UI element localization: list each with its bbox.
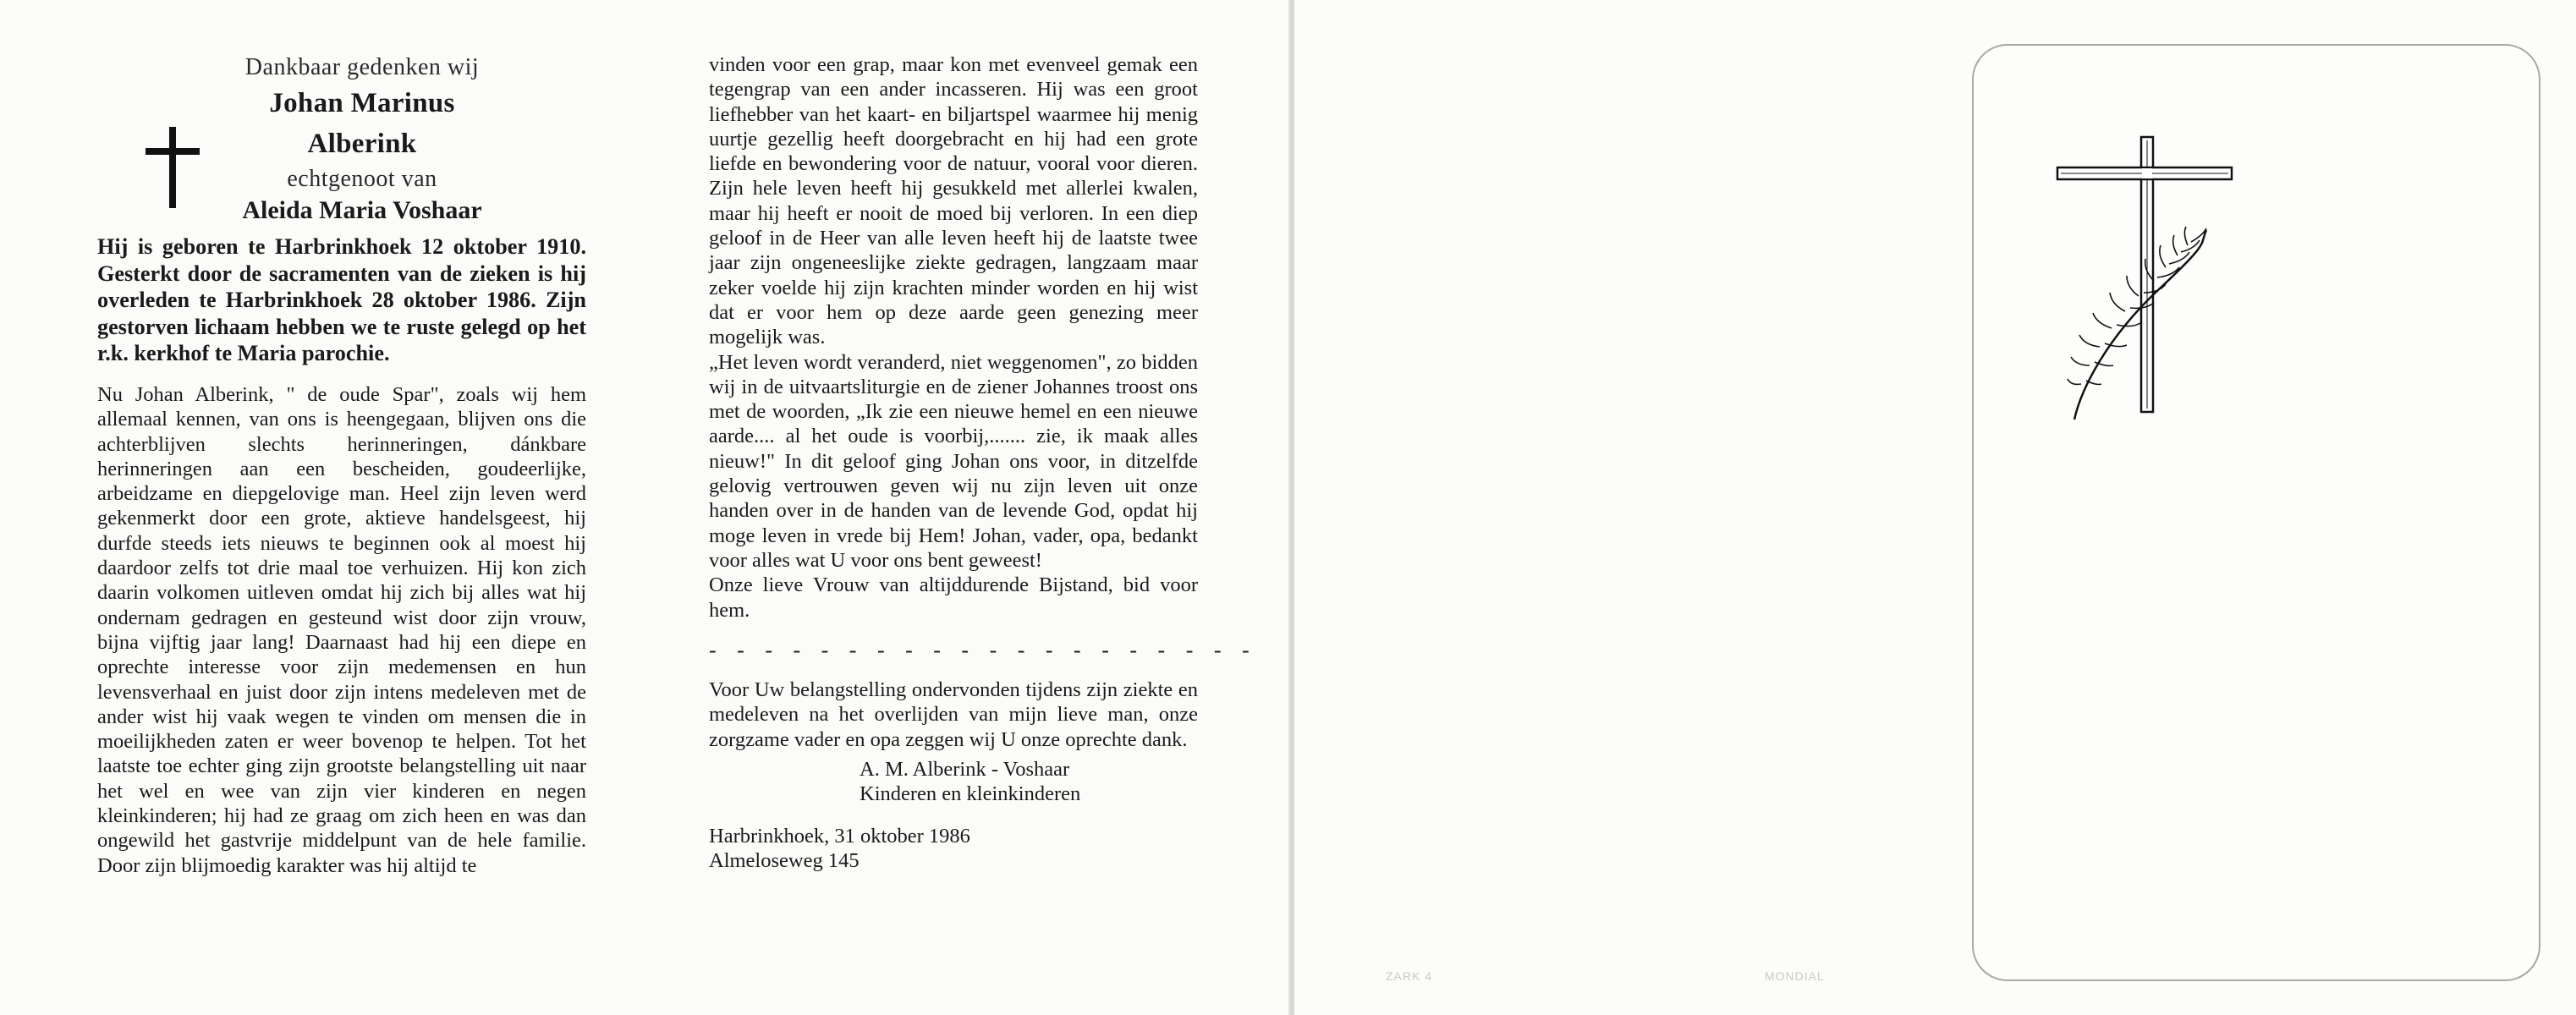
signature-name: A. M. Alberink - Voshaar	[860, 758, 1070, 782]
divider: - - - - - - - - - - - - - - - - - - - -	[709, 637, 1257, 662]
spouse-name: Aleida Maria Voshaar	[242, 196, 482, 224]
memorial-header	[138, 52, 586, 227]
tribute-continued: vinden voor een grap, maar kon met evenveel gemak een tegengrap van een ander incasseren. Hij was een groot liefhebber van het kaart- en biljartspel waarmee hij menig uurtje gezellig heeft doorgebracht en hij had een grote liefde en bewondering voor de natuur, vooral voor dieren. Zijn hele leven heeft hij gesukkeld met allerlei kwalen, maar hij heeft er nooit de moed bij verloren. In een diep geloof in de Heer van alle leven heeft hij de laatste twee jaar zijn ongeneeslijke ziekte gedragen, langzaam maar zeker voelde hij zijn krachten minder worden en hij wist dat er voor hem op deze aarde geen genezing meer mogelijk was.	[709, 53, 1198, 349]
cross-with-palm-icon	[2056, 135, 2242, 423]
deceased-surname: Alberink	[307, 129, 417, 159]
printer-imprint: ZARK 4	[1386, 969, 1433, 983]
place-date: Harbrinkhoek, 31 oktober 1986	[709, 824, 970, 848]
publisher-imprint: MONDIAL	[1765, 969, 1825, 983]
life-dates-paragraph: Hij is geboren te Harbrinkhoek 12 oktober 1910. Gesterkt door de sacramenten van de zieken is hij overleden te Harbrinkhoek 28 oktober 1986. Zijn gestorven lichaam hebben we te ruste gelegd op het r.k. kerkhof te Maria parochie.	[97, 234, 586, 366]
tribute-text: Nu Johan Alberink, " de oude Spar", zoals wij hem allemaal kennen, van ons is heengegaan, blijven ons die achterblijven slechts herinneringen, dánkbare herinneringen aan een bescheiden, goudeerlijke, arbeidzame en diepgelovige man. Heel zijn leven werd gekenmerkt door een grote, aktieve handelsgeest, hij durfde steeds iets nieuws te beginnen ook al moest hij daardoor zelfs tot drie maal toe verhuizen. Hij kon zich daarin volkomen uitleven omdat hij zich bij alles wat hij ondernam gedragen en gesteund wist door zijn vrouw, bijna vijftig jaar lang! Daarnaast had hij een diepe en oprechte interesse voor zijn medemensen en hun levensverhaal en juist door zijn intens medeleven met de ander wist hij vaak wegen te vinden om mensen die in moeilijkheden zaten er weer bovenop te helpen. Tot het laatste toe echter ging zijn grootste belangstelling uit naar het wel en wee van zijn vier kinderen en negen kleinkinderen; hij had ze graag om zich heen en was dan ongewild het gastvrije middelpunt van de hele familie. Door zijn blijmoedig karakter was hij altijd te	[97, 382, 586, 877]
left-column	[97, 52, 586, 878]
thanks-paragraph: Voor Uw belangstelling ondervonden tijdens zijn ziekte en medeleven na het overlijden van mijn lieve man, onze zorgzame vader en opa zeggen wij U onze oprechte dank.	[709, 678, 1198, 751]
header-intro: Dankbaar gedenken wij	[244, 54, 480, 80]
address: Almeloseweg 145	[709, 848, 860, 872]
right-column	[709, 52, 1257, 873]
prayer-line: Onze lieve Vrouw van altijddurende Bijstand, bid voor hem.	[709, 573, 1198, 622]
spouse-intro: echtgenoot van	[287, 166, 437, 192]
signature-family: Kinderen en kleinkinderen	[860, 782, 1081, 806]
deceased-first-names: Johan Marinus	[269, 88, 455, 118]
faith-paragraph: „Het leven wordt veranderd, niet weggenomen", zo bidden wij in de uitvaartsliturgie en de ziener Johannes troost ons met de woorden, „Ik zie een nieuwe hemel en een nieuwe aarde.... al het oude is voorbij,....... zie, ik maak alles nieuw!" In dit geloof ging Johan ons voor, in ditzelfde gelovig vertrouwen geven wij nu zijn leven uit onze handen over in de handen van de levende God, opdat hij moge leven in vrede bij Hem! Johan, vader, opa, bedankt voor alles wat U voor ons bent geweest!	[709, 350, 1198, 572]
